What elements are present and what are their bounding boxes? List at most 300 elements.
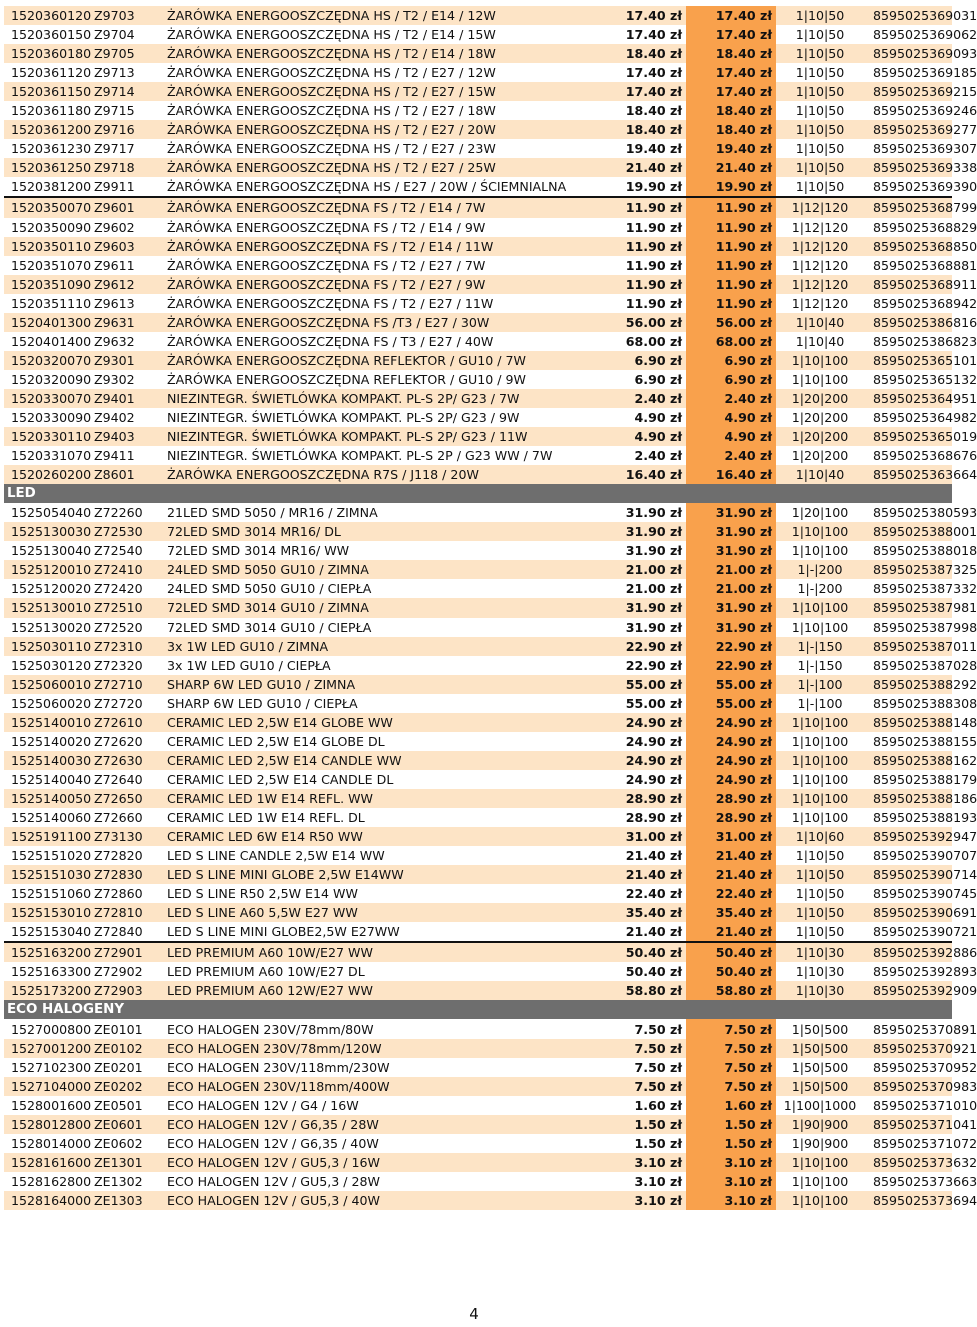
table-row xyxy=(4,237,952,256)
price-highlighted: 17.40 zł xyxy=(686,63,776,82)
price-net: 18.40 zł xyxy=(592,44,686,63)
catalog-ref: Z72810 xyxy=(92,903,164,922)
product-name: ŻARÓWKA ENERGOOSZCZĘDNA HS / T2 / E14 / 18W xyxy=(164,44,592,63)
price-highlighted: 11.90 zł xyxy=(686,294,776,313)
product-name: ŻARÓWKA ENERGOOSZCZĘDNA HS / E27 / 20W / ŚCIEMNIALNA xyxy=(164,177,592,197)
price-highlighted: 31.90 zł xyxy=(686,541,776,560)
product-name: CERAMIC LED 2,5W E14 GLOBE WW xyxy=(164,713,592,732)
price-net: 7.50 zł xyxy=(592,1077,686,1096)
pack-quantity: 1|10|40 xyxy=(776,465,864,484)
table-row xyxy=(4,63,952,82)
pack-quantity: 1|-|200 xyxy=(797,581,843,597)
price-net: 21.00 zł xyxy=(625,581,682,597)
catalog-ref: Z9715 xyxy=(94,103,135,119)
product-code: 1525030120 xyxy=(11,657,92,673)
ean-code: 8595025388193 xyxy=(873,809,977,825)
price-net: 11.90 zł xyxy=(592,197,686,217)
price-net: 2.40 zł xyxy=(592,389,686,408)
catalog-ref: ZE1301 xyxy=(92,1153,164,1172)
pack-quantity: 1|10|100 xyxy=(791,1173,849,1189)
price-net: 19.90 zł xyxy=(592,177,686,197)
pack-quantity: 1|12|120 xyxy=(776,197,864,217)
catalog-ref: Z72820 xyxy=(94,848,143,864)
price-highlighted: 7.50 zł xyxy=(686,1039,776,1058)
pack-quantity: 1|10|30 xyxy=(776,942,864,962)
table-row xyxy=(4,256,952,275)
ean-code: 8595025380593 xyxy=(873,505,977,521)
table-row xyxy=(4,1134,952,1153)
catalog-ref: Z72260 xyxy=(94,505,143,521)
pack-quantity: 1|10|100 xyxy=(776,351,864,370)
product-name: LED S LINE R50 2,5W E14 WW xyxy=(167,886,358,902)
product-name: ŻARÓWKA ENERGOOSZCZĘDNA HS / T2 / E14 / 15W xyxy=(167,27,496,43)
table-row xyxy=(4,865,952,884)
pack-quantity: 1|10|50 xyxy=(795,27,845,43)
price-highlighted: 24.90 zł xyxy=(686,770,776,789)
price-highlighted: 21.40 zł xyxy=(686,846,776,865)
price-net: 11.90 zł xyxy=(625,219,682,235)
price-highlighted: 4.90 zł xyxy=(686,408,776,427)
price-net: 22.90 zł xyxy=(592,637,686,656)
price-highlighted: 28.90 zł xyxy=(686,789,776,808)
table-row xyxy=(4,751,952,770)
catalog-ref: Z72540 xyxy=(94,543,143,559)
ean-code: 8595025363664 xyxy=(864,465,952,484)
product-code: 1525163200 xyxy=(4,942,92,962)
product-code: 1527001200 xyxy=(4,1039,92,1058)
catalog-ref: Z72901 xyxy=(92,942,164,962)
catalog-ref: Z72310 xyxy=(92,637,164,656)
price-net: 19.40 zł xyxy=(625,141,682,157)
table-row xyxy=(4,827,952,846)
product-name: SHARP 6W LED GU10 / ZIMNA xyxy=(164,675,592,694)
product-code: 1525153010 xyxy=(4,903,92,922)
table-row xyxy=(4,197,952,217)
product-code: 1525151030 xyxy=(4,865,92,884)
product-name: LED S LINE CANDLE 2,5W E14 WW xyxy=(167,848,385,864)
price-list-sheet xyxy=(4,6,977,1210)
catalog-ref: Z9611 xyxy=(94,257,135,273)
product-name: NIEZINTEGR. ŚWIETLÓWKA KOMPAKT. PL-S 2P/ G23 / 11W xyxy=(164,427,592,446)
price-net: 22.90 zł xyxy=(625,657,682,673)
product-code: 1520351110 xyxy=(11,295,92,311)
product-code: 1520360120 xyxy=(4,6,92,25)
pack-quantity: 1|-|100 xyxy=(797,695,843,711)
product-code: 1520361150 xyxy=(4,82,92,101)
price-net: 21.40 zł xyxy=(625,848,682,864)
price-highlighted: 1.50 zł xyxy=(686,1134,776,1153)
catalog-ref: Z9411 xyxy=(94,448,135,464)
product-name: CERAMIC LED 2,5W E14 CANDLE DL xyxy=(167,771,394,787)
price-net: 21.00 zł xyxy=(592,560,686,579)
ean-code: 8595025390714 xyxy=(864,865,952,884)
table-row xyxy=(4,120,952,139)
ean-code: 8595025373694 xyxy=(864,1191,952,1210)
price-net: 11.90 zł xyxy=(625,295,682,311)
price-net: 7.50 zł xyxy=(592,1039,686,1058)
product-code: 1520361250 xyxy=(4,158,92,177)
table-row xyxy=(4,981,952,1000)
price-net: 55.00 zł xyxy=(592,675,686,694)
product-name: LED PREMIUM A60 10W/E27 WW xyxy=(164,942,592,962)
product-code: 1520401400 xyxy=(11,333,92,349)
product-code: 1528162800 xyxy=(11,1173,92,1189)
catalog-ref: Z9703 xyxy=(92,6,164,25)
pack-quantity: 1|10|100 xyxy=(791,543,849,559)
price-net: 17.40 zł xyxy=(625,27,682,43)
price-net: 22.40 zł xyxy=(625,886,682,902)
ean-code: 8595025390721 xyxy=(864,922,952,942)
catalog-ref: Z72640 xyxy=(94,771,143,787)
table-row xyxy=(4,903,952,922)
price-net: 1.60 zł xyxy=(634,1097,682,1113)
product-name: CERAMIC LED 6W E14 R50 WW xyxy=(164,827,592,846)
pack-quantity: 1|10|50 xyxy=(795,886,845,902)
product-name: 3x 1W LED GU10 / CIEPŁA xyxy=(167,657,331,673)
price-net: 11.90 zł xyxy=(625,257,682,273)
ean-code: 8595025386816 xyxy=(864,313,952,332)
table-row xyxy=(4,1096,952,1115)
product-name: ŻARÓWKA ENERGOOSZCZĘDNA R7S / J118 / 20W xyxy=(164,465,592,484)
catalog-ref: Z9612 xyxy=(92,275,164,294)
price-highlighted: 6.90 zł xyxy=(686,351,776,370)
catalog-ref: Z9301 xyxy=(92,351,164,370)
price-highlighted: 6.90 zł xyxy=(686,370,776,389)
price-highlighted: 4.90 zł xyxy=(686,427,776,446)
catalog-ref: Z9631 xyxy=(92,313,164,332)
ean-code: 8595025368911 xyxy=(864,275,952,294)
catalog-ref: Z9613 xyxy=(94,295,135,311)
catalog-ref: Z9713 xyxy=(94,65,135,81)
price-net: 7.50 zł xyxy=(634,1059,682,1075)
product-name: ŻARÓWKA ENERGOOSZCZĘDNA HS / T2 / E27 / 25W xyxy=(164,158,592,177)
product-name: ŻARÓWKA ENERGOOSZCZĘDNA HS / T2 / E27 / 18W xyxy=(167,103,496,119)
ean-code: 8595025388001 xyxy=(864,522,952,541)
ean-code: 8595025388018 xyxy=(873,543,977,559)
price-highlighted: 3.10 zł xyxy=(686,1172,776,1191)
price-net: 24.90 zł xyxy=(592,751,686,770)
catalog-ref: Z72530 xyxy=(92,522,164,541)
ean-code: 8595025371041 xyxy=(864,1115,952,1134)
product-code: 1528001600 xyxy=(11,1097,92,1113)
product-code: 1520360180 xyxy=(4,44,92,63)
ean-code: 8595025387325 xyxy=(864,560,952,579)
price-net: 31.90 zł xyxy=(592,522,686,541)
product-name: 72LED SMD 3014 GU10 / CIEPŁA xyxy=(167,619,372,635)
product-name: CERAMIC LED 2,5W E14 GLOBE DL xyxy=(167,733,385,749)
ean-code: 8595025387332 xyxy=(873,581,977,597)
price-net: 58.80 zł xyxy=(592,981,686,1000)
ean-code: 8595025368829 xyxy=(873,219,977,235)
price-net: 24.90 zł xyxy=(625,733,682,749)
section-divider-bar xyxy=(592,484,952,503)
catalog-ref: ZE0202 xyxy=(92,1077,164,1096)
ean-code: 8595025370921 xyxy=(864,1039,952,1058)
table-row xyxy=(4,294,952,313)
product-name: ŻARÓWKA ENERGOOSZCZĘDNA FS /T3 / E27 / 30W xyxy=(164,313,592,332)
product-name: 24LED SMD 5050 GU10 / CIEPŁA xyxy=(167,581,372,597)
product-code: 1520401300 xyxy=(4,313,92,332)
product-code: 1525140020 xyxy=(11,733,92,749)
pack-quantity: 1|-|150 xyxy=(797,657,843,673)
product-name: CERAMIC LED 2,5W E14 CANDLE WW xyxy=(164,751,592,770)
product-code: 1520361180 xyxy=(11,103,92,119)
price-net: 6.90 zł xyxy=(592,351,686,370)
product-code: 1527104000 xyxy=(4,1077,92,1096)
price-highlighted: 21.40 zł xyxy=(686,865,776,884)
price-highlighted: 31.90 zł xyxy=(686,618,776,637)
product-code: 1520381200 xyxy=(4,177,92,197)
ean-code: 8595025388292 xyxy=(864,675,952,694)
price-highlighted: 22.40 zł xyxy=(686,884,776,903)
catalog-ref: Z72320 xyxy=(94,657,143,673)
product-name: LED S LINE MINI GLOBE2,5W E27WW xyxy=(164,922,592,942)
ean-code: 8595025390707 xyxy=(873,848,977,864)
price-highlighted: 17.40 zł xyxy=(686,82,776,101)
product-name: ŻARÓWKA ENERGOOSZCZĘDNA REFLEKTOR / GU10 / 9W xyxy=(167,371,526,387)
price-highlighted: 17.40 zł xyxy=(686,6,776,25)
section-title: LED xyxy=(4,484,592,503)
table-row xyxy=(4,789,952,808)
product-name: ŻARÓWKA ENERGOOSZCZĘDNA FS / T2 / E14 / 11W xyxy=(164,237,592,256)
price-highlighted: 24.90 zł xyxy=(686,751,776,770)
catalog-ref: ZE0102 xyxy=(92,1039,164,1058)
catalog-ref: Z9716 xyxy=(92,120,164,139)
table-row xyxy=(4,922,952,942)
ean-code: 8595025388186 xyxy=(864,789,952,808)
ean-code: 8595025387998 xyxy=(873,619,977,635)
product-code: 1525163300 xyxy=(11,964,92,980)
catalog-ref: Z9714 xyxy=(92,82,164,101)
product-name: ŻARÓWKA ENERGOOSZCZĘDNA HS / T2 / E27 / 15W xyxy=(164,82,592,101)
price-highlighted: 7.50 zł xyxy=(686,1019,776,1038)
price-highlighted: 22.90 zł xyxy=(686,656,776,675)
catalog-ref: Z9401 xyxy=(92,389,164,408)
price-net: 35.40 zł xyxy=(592,903,686,922)
pack-quantity: 1|12|120 xyxy=(791,295,849,311)
ean-code: 8595025369390 xyxy=(864,177,952,197)
product-code: 1520350070 xyxy=(4,197,92,217)
product-name: ŻARÓWKA ENERGOOSZCZĘDNA FS / T3 / E27 / 40W xyxy=(167,333,494,349)
product-code: 1520320070 xyxy=(4,351,92,370)
price-net: 50.40 zł xyxy=(592,942,686,962)
product-name: ŻARÓWKA ENERGOOSZCZĘDNA HS / T2 / E27 / 23W xyxy=(167,141,496,157)
ean-code: 8595025365101 xyxy=(864,351,952,370)
pack-quantity: 1|10|100 xyxy=(776,1153,864,1172)
product-code: 1520351070 xyxy=(11,257,92,273)
catalog-ref: Z9602 xyxy=(94,219,135,235)
table-row xyxy=(4,618,952,637)
price-net: 17.40 zł xyxy=(592,82,686,101)
pack-quantity: 1|10|100 xyxy=(776,598,864,617)
ean-code: 8595025370891 xyxy=(873,1021,977,1037)
product-name: ECO HALOGEN 12V / GU5,3 / 28W xyxy=(167,1173,380,1189)
product-code: 1525054040 xyxy=(11,505,92,521)
table-row xyxy=(4,158,952,177)
price-net: 6.90 zł xyxy=(634,371,682,387)
pack-quantity: 1|20|100 xyxy=(791,505,849,521)
price-net: 31.90 zł xyxy=(625,619,682,635)
pack-quantity: 1|20|200 xyxy=(776,389,864,408)
product-name: ŻARÓWKA ENERGOOSZCZĘDNA FS / T2 / E27 / 11W xyxy=(167,295,494,311)
product-code: 1527000800 xyxy=(11,1021,92,1037)
price-highlighted: 21.00 zł xyxy=(686,560,776,579)
price-net: 28.90 zł xyxy=(592,789,686,808)
table-row xyxy=(4,694,952,713)
product-name: ECO HALOGEN 12V / G6,35 / 40W xyxy=(167,1135,379,1151)
pack-quantity: 1|90|900 xyxy=(791,1135,849,1151)
price-net: 17.40 zł xyxy=(592,6,686,25)
price-highlighted: 28.90 zł xyxy=(686,808,776,827)
pack-quantity: 1|20|200 xyxy=(791,448,849,464)
catalog-ref: ZE0602 xyxy=(94,1135,143,1151)
product-code: 1520350110 xyxy=(4,237,92,256)
ean-code: 8595025369277 xyxy=(864,120,952,139)
table-row xyxy=(4,370,952,389)
price-highlighted: 7.50 zł xyxy=(686,1058,776,1077)
table-row xyxy=(4,82,952,101)
price-net: 68.00 zł xyxy=(625,333,682,349)
price-highlighted: 18.40 zł xyxy=(686,120,776,139)
pack-quantity: 1|10|100 xyxy=(776,1191,864,1210)
price-highlighted: 35.40 zł xyxy=(686,903,776,922)
pack-quantity: 1|10|100 xyxy=(776,713,864,732)
catalog-ref: Z73130 xyxy=(92,827,164,846)
price-highlighted: 2.40 zł xyxy=(686,389,776,408)
product-code: 1525140040 xyxy=(11,771,92,787)
pack-quantity: 1|12|120 xyxy=(791,219,849,235)
product-name: ECO HALOGEN 12V / GU5,3 / 16W xyxy=(164,1153,592,1172)
pack-quantity: 1|10|50 xyxy=(776,865,864,884)
product-code: 1520351090 xyxy=(4,275,92,294)
price-net: 31.00 zł xyxy=(592,827,686,846)
catalog-ref: Z72630 xyxy=(92,751,164,770)
price-highlighted: 1.50 zł xyxy=(686,1115,776,1134)
pack-quantity: 1|90|900 xyxy=(776,1115,864,1134)
ean-code: 8595025369062 xyxy=(873,27,977,43)
product-name: ECO HALOGEN 12V / GU5,3 / 40W xyxy=(164,1191,592,1210)
ean-code: 8595025368942 xyxy=(873,295,977,311)
pack-quantity: 1|10|50 xyxy=(776,158,864,177)
product-code: 1520320090 xyxy=(11,371,92,387)
table-row xyxy=(4,313,952,332)
product-name: 72LED SMD 3014 MR16/ WW xyxy=(167,543,350,559)
table-row xyxy=(4,713,952,732)
product-name: NIEZINTEGR. ŚWIETLÓWKA KOMPAKT. PL-S 2P/ G23 / 9W xyxy=(167,410,520,425)
ean-code: 8595025371010 xyxy=(873,1097,977,1113)
pack-quantity: 1|10|50 xyxy=(776,82,864,101)
pack-quantity: 1|10|30 xyxy=(776,981,864,1000)
price-highlighted: 21.40 zł xyxy=(686,922,776,942)
catalog-ref: Z9403 xyxy=(92,427,164,446)
catalog-ref: Z72650 xyxy=(92,789,164,808)
catalog-ref: Z72510 xyxy=(92,598,164,617)
price-net: 3.10 zł xyxy=(592,1153,686,1172)
price-highlighted: 55.00 zł xyxy=(686,694,776,713)
ean-code: 8595025369246 xyxy=(873,103,977,119)
price-highlighted: 31.90 zł xyxy=(686,503,776,522)
table-row xyxy=(4,1077,952,1096)
product-name: ECO HALOGEN 230V/118mm/230W xyxy=(167,1059,390,1075)
product-code: 1520361200 xyxy=(4,120,92,139)
product-name: ECO HALOGEN 230V/78mm/80W xyxy=(167,1021,374,1037)
price-highlighted: 31.90 zł xyxy=(686,522,776,541)
price-net: 18.40 zł xyxy=(592,120,686,139)
pack-quantity: 1|10|50 xyxy=(795,65,845,81)
product-code: 1520330110 xyxy=(4,427,92,446)
price-highlighted: 55.00 zł xyxy=(686,675,776,694)
table-row xyxy=(4,884,952,903)
product-code: 1525140060 xyxy=(11,809,92,825)
price-net: 4.90 zł xyxy=(592,427,686,446)
price-highlighted: 18.40 zł xyxy=(686,101,776,120)
product-name: LED S LINE A60 5,5W E27 WW xyxy=(164,903,592,922)
catalog-ref: Z72860 xyxy=(94,886,143,902)
product-code: 1520330070 xyxy=(4,389,92,408)
price-highlighted: 2.40 zł xyxy=(686,446,776,465)
catalog-ref: Z9601 xyxy=(92,197,164,217)
product-name: ŻARÓWKA ENERGOOSZCZĘDNA HS / T2 / E27 / 20W xyxy=(164,120,592,139)
section-header xyxy=(4,484,952,503)
catalog-ref: Z9704 xyxy=(94,27,135,43)
price-highlighted: 68.00 zł xyxy=(686,332,776,351)
table-row xyxy=(4,1039,952,1058)
ean-code: 8595025373632 xyxy=(864,1153,952,1172)
price-highlighted: 50.40 zł xyxy=(686,962,776,981)
price-net: 50.40 zł xyxy=(625,964,682,980)
product-name: ŻARÓWKA ENERGOOSZCZĘDNA FS / T2 / E14 / 9W xyxy=(167,219,486,235)
price-net: 31.90 zł xyxy=(625,543,682,559)
product-name: 72LED SMD 3014 MR16/ DL xyxy=(164,522,592,541)
pack-quantity: 1|10|50 xyxy=(795,103,845,119)
price-net: 16.40 zł xyxy=(592,465,686,484)
page-number: 4 xyxy=(469,1305,479,1323)
catalog-ref: ZE1303 xyxy=(92,1191,164,1210)
pack-quantity: 1|10|100 xyxy=(776,789,864,808)
price-net: 1.50 zł xyxy=(592,1115,686,1134)
pack-quantity: 1|10|100 xyxy=(791,809,849,825)
price-highlighted: 1.60 zł xyxy=(686,1096,776,1115)
ean-code: 8595025392893 xyxy=(873,964,977,980)
price-net: 24.90 zł xyxy=(625,771,682,787)
product-code: 1528012800 xyxy=(4,1115,92,1134)
product-name: ECO HALOGEN 230V/78mm/120W xyxy=(164,1039,592,1058)
table-row xyxy=(4,808,952,827)
pack-quantity: 1|10|60 xyxy=(776,827,864,846)
ean-code: 8595025368881 xyxy=(873,257,977,273)
product-name: NIEZINTEGR. ŚWIETLÓWKA KOMPAKT. PL-S 2P / G23 WW / 7W xyxy=(167,448,553,464)
ean-code: 8595025365132 xyxy=(873,371,977,387)
pack-quantity: 1|50|500 xyxy=(791,1021,849,1037)
price-highlighted: 11.90 zł xyxy=(686,237,776,256)
product-name: 3x 1W LED GU10 / ZIMNA xyxy=(164,637,592,656)
product-name: LED S LINE MINI GLOBE 2,5W E14WW xyxy=(164,865,592,884)
product-name: SHARP 6W LED GU10 / CIEPŁA xyxy=(167,695,358,711)
table-row xyxy=(4,139,952,158)
price-highlighted: 11.90 zł xyxy=(686,275,776,294)
section-title: ECO HALOGENY xyxy=(4,1000,592,1019)
product-code: 1528164000 xyxy=(4,1191,92,1210)
product-name: ŻARÓWKA ENERGOOSZCZĘDNA FS / T2 / E27 / 7W xyxy=(167,257,486,273)
catalog-ref: Z72903 xyxy=(92,981,164,1000)
product-code: 1525140010 xyxy=(4,713,92,732)
product-code: 1525130030 xyxy=(4,522,92,541)
price-highlighted: 16.40 zł xyxy=(686,465,776,484)
pack-quantity: 1|10|100 xyxy=(791,619,849,635)
ean-code: 8595025364982 xyxy=(873,410,977,425)
ean-code: 8595025388148 xyxy=(864,713,952,732)
table-row xyxy=(4,1058,952,1077)
